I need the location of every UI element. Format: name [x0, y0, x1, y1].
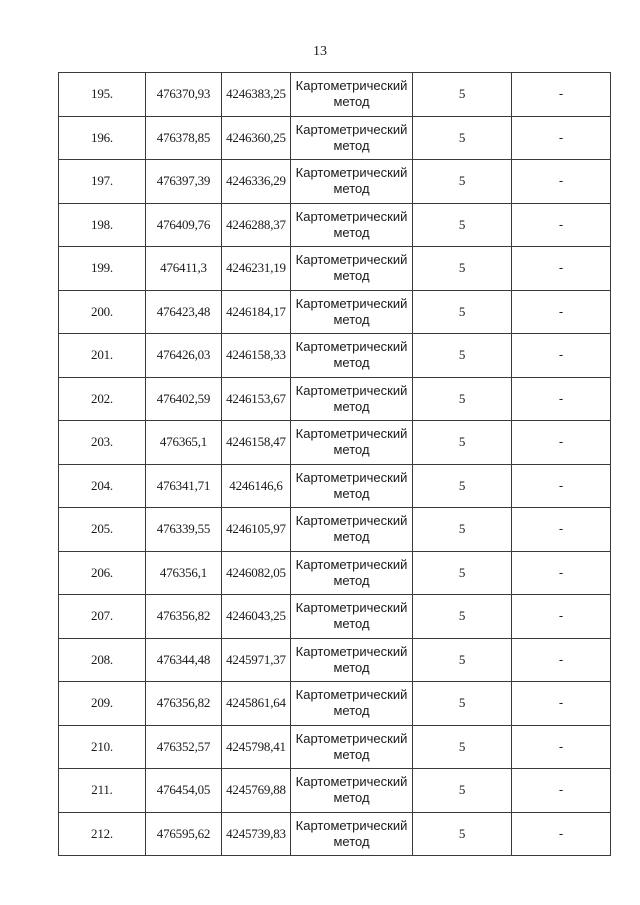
point-number-cell: 198. — [59, 203, 146, 247]
point-number-cell: 202. — [59, 377, 146, 421]
y-coordinate-cell: 4245739,83 — [222, 812, 291, 856]
point-number-cell: 201. — [59, 334, 146, 378]
x-coordinate-cell: 476402,59 — [146, 377, 222, 421]
x-coordinate-cell: 476423,48 — [146, 290, 222, 334]
method-cell: Картометрический метод — [291, 421, 413, 465]
point-number-cell: 196. — [59, 116, 146, 160]
x-coordinate-cell: 476356,82 — [146, 595, 222, 639]
y-coordinate-cell: 4246288,37 — [222, 203, 291, 247]
note-cell: - — [512, 73, 611, 117]
note-cell: - — [512, 290, 611, 334]
table-row — [59, 464, 611, 508]
note-cell: - — [512, 247, 611, 291]
note-cell: - — [512, 160, 611, 204]
method-cell: Картометрический метод — [291, 247, 413, 291]
point-number-cell: 200. — [59, 290, 146, 334]
x-coordinate-cell: 476356,1 — [146, 551, 222, 595]
point-number-cell: 197. — [59, 160, 146, 204]
y-coordinate-cell: 4245798,41 — [222, 725, 291, 769]
y-coordinate-cell: 4246336,29 — [222, 160, 291, 204]
y-coordinate-cell: 4245861,64 — [222, 682, 291, 726]
accuracy-cell: 5 — [413, 595, 512, 639]
accuracy-cell: 5 — [413, 290, 512, 334]
method-cell: Картометрический метод — [291, 551, 413, 595]
table-row — [59, 116, 611, 160]
method-cell: Картометрический метод — [291, 116, 413, 160]
accuracy-cell: 5 — [413, 247, 512, 291]
accuracy-cell: 5 — [413, 508, 512, 552]
y-coordinate-cell: 4246043,25 — [222, 595, 291, 639]
x-coordinate-cell: 476409,76 — [146, 203, 222, 247]
accuracy-cell: 5 — [413, 203, 512, 247]
method-cell: Картометрический метод — [291, 73, 413, 117]
y-coordinate-cell: 4246158,47 — [222, 421, 291, 465]
point-number-cell: 211. — [59, 769, 146, 813]
x-coordinate-cell: 476397,39 — [146, 160, 222, 204]
table-row — [59, 812, 611, 856]
y-coordinate-cell: 4246158,33 — [222, 334, 291, 378]
table-row — [59, 769, 611, 813]
note-cell: - — [512, 725, 611, 769]
method-cell: Картометрический метод — [291, 508, 413, 552]
point-number-cell: 203. — [59, 421, 146, 465]
coordinates-table-body — [59, 73, 611, 856]
method-cell: Картометрический метод — [291, 377, 413, 421]
x-coordinate-cell: 476344,48 — [146, 638, 222, 682]
note-cell: - — [512, 812, 611, 856]
table-row — [59, 247, 611, 291]
note-cell: - — [512, 551, 611, 595]
y-coordinate-cell: 4246153,67 — [222, 377, 291, 421]
table-row — [59, 682, 611, 726]
table-row — [59, 203, 611, 247]
accuracy-cell: 5 — [413, 116, 512, 160]
accuracy-cell: 5 — [413, 812, 512, 856]
note-cell: - — [512, 769, 611, 813]
y-coordinate-cell: 4246082,05 — [222, 551, 291, 595]
table-row — [59, 551, 611, 595]
y-coordinate-cell: 4245769,88 — [222, 769, 291, 813]
x-coordinate-cell: 476341,71 — [146, 464, 222, 508]
note-cell: - — [512, 377, 611, 421]
note-cell: - — [512, 421, 611, 465]
y-coordinate-cell: 4246360,25 — [222, 116, 291, 160]
table-row — [59, 725, 611, 769]
method-cell: Картометрический метод — [291, 334, 413, 378]
y-coordinate-cell: 4246146,6 — [222, 464, 291, 508]
accuracy-cell: 5 — [413, 551, 512, 595]
table-row — [59, 334, 611, 378]
note-cell: - — [512, 334, 611, 378]
y-coordinate-cell: 4246231,19 — [222, 247, 291, 291]
table-row — [59, 290, 611, 334]
point-number-cell: 209. — [59, 682, 146, 726]
point-number-cell: 199. — [59, 247, 146, 291]
point-number-cell: 204. — [59, 464, 146, 508]
accuracy-cell: 5 — [413, 769, 512, 813]
x-coordinate-cell: 476454,05 — [146, 769, 222, 813]
accuracy-cell: 5 — [413, 160, 512, 204]
method-cell: Картометрический метод — [291, 290, 413, 334]
accuracy-cell: 5 — [413, 334, 512, 378]
method-cell: Картометрический метод — [291, 682, 413, 726]
page-number: 13 — [313, 44, 327, 59]
method-cell: Картометрический метод — [291, 638, 413, 682]
point-number-cell: 195. — [59, 73, 146, 117]
x-coordinate-cell: 476411,3 — [146, 247, 222, 291]
point-number-cell: 206. — [59, 551, 146, 595]
x-coordinate-cell: 476339,55 — [146, 508, 222, 552]
y-coordinate-cell: 4245971,37 — [222, 638, 291, 682]
point-number-cell: 205. — [59, 508, 146, 552]
y-coordinate-cell: 4246184,17 — [222, 290, 291, 334]
accuracy-cell: 5 — [413, 377, 512, 421]
x-coordinate-cell: 476378,85 — [146, 116, 222, 160]
table-row — [59, 160, 611, 204]
x-coordinate-cell: 476370,93 — [146, 73, 222, 117]
point-number-cell: 207. — [59, 595, 146, 639]
table-row — [59, 73, 611, 117]
point-number-cell: 210. — [59, 725, 146, 769]
method-cell: Картометрический метод — [291, 812, 413, 856]
x-coordinate-cell: 476595,62 — [146, 812, 222, 856]
note-cell: - — [512, 464, 611, 508]
method-cell: Картометрический метод — [291, 464, 413, 508]
x-coordinate-cell: 476426,03 — [146, 334, 222, 378]
method-cell: Картометрический метод — [291, 769, 413, 813]
accuracy-cell: 5 — [413, 421, 512, 465]
method-cell: Картометрический метод — [291, 160, 413, 204]
coordinates-table — [58, 72, 611, 856]
accuracy-cell: 5 — [413, 73, 512, 117]
accuracy-cell: 5 — [413, 682, 512, 726]
x-coordinate-cell: 476352,57 — [146, 725, 222, 769]
table-row — [59, 595, 611, 639]
x-coordinate-cell: 476365,1 — [146, 421, 222, 465]
table-row — [59, 638, 611, 682]
x-coordinate-cell: 476356,82 — [146, 682, 222, 726]
accuracy-cell: 5 — [413, 464, 512, 508]
method-cell: Картометрический метод — [291, 725, 413, 769]
point-number-cell: 208. — [59, 638, 146, 682]
note-cell: - — [512, 116, 611, 160]
point-number-cell: 212. — [59, 812, 146, 856]
note-cell: - — [512, 682, 611, 726]
accuracy-cell: 5 — [413, 725, 512, 769]
y-coordinate-cell: 4246383,25 — [222, 73, 291, 117]
note-cell: - — [512, 595, 611, 639]
y-coordinate-cell: 4246105,97 — [222, 508, 291, 552]
note-cell: - — [512, 638, 611, 682]
method-cell: Картометрический метод — [291, 203, 413, 247]
note-cell: - — [512, 203, 611, 247]
note-cell: - — [512, 508, 611, 552]
table-row — [59, 421, 611, 465]
method-cell: Картометрический метод — [291, 595, 413, 639]
table-row — [59, 377, 611, 421]
accuracy-cell: 5 — [413, 638, 512, 682]
table-row — [59, 508, 611, 552]
